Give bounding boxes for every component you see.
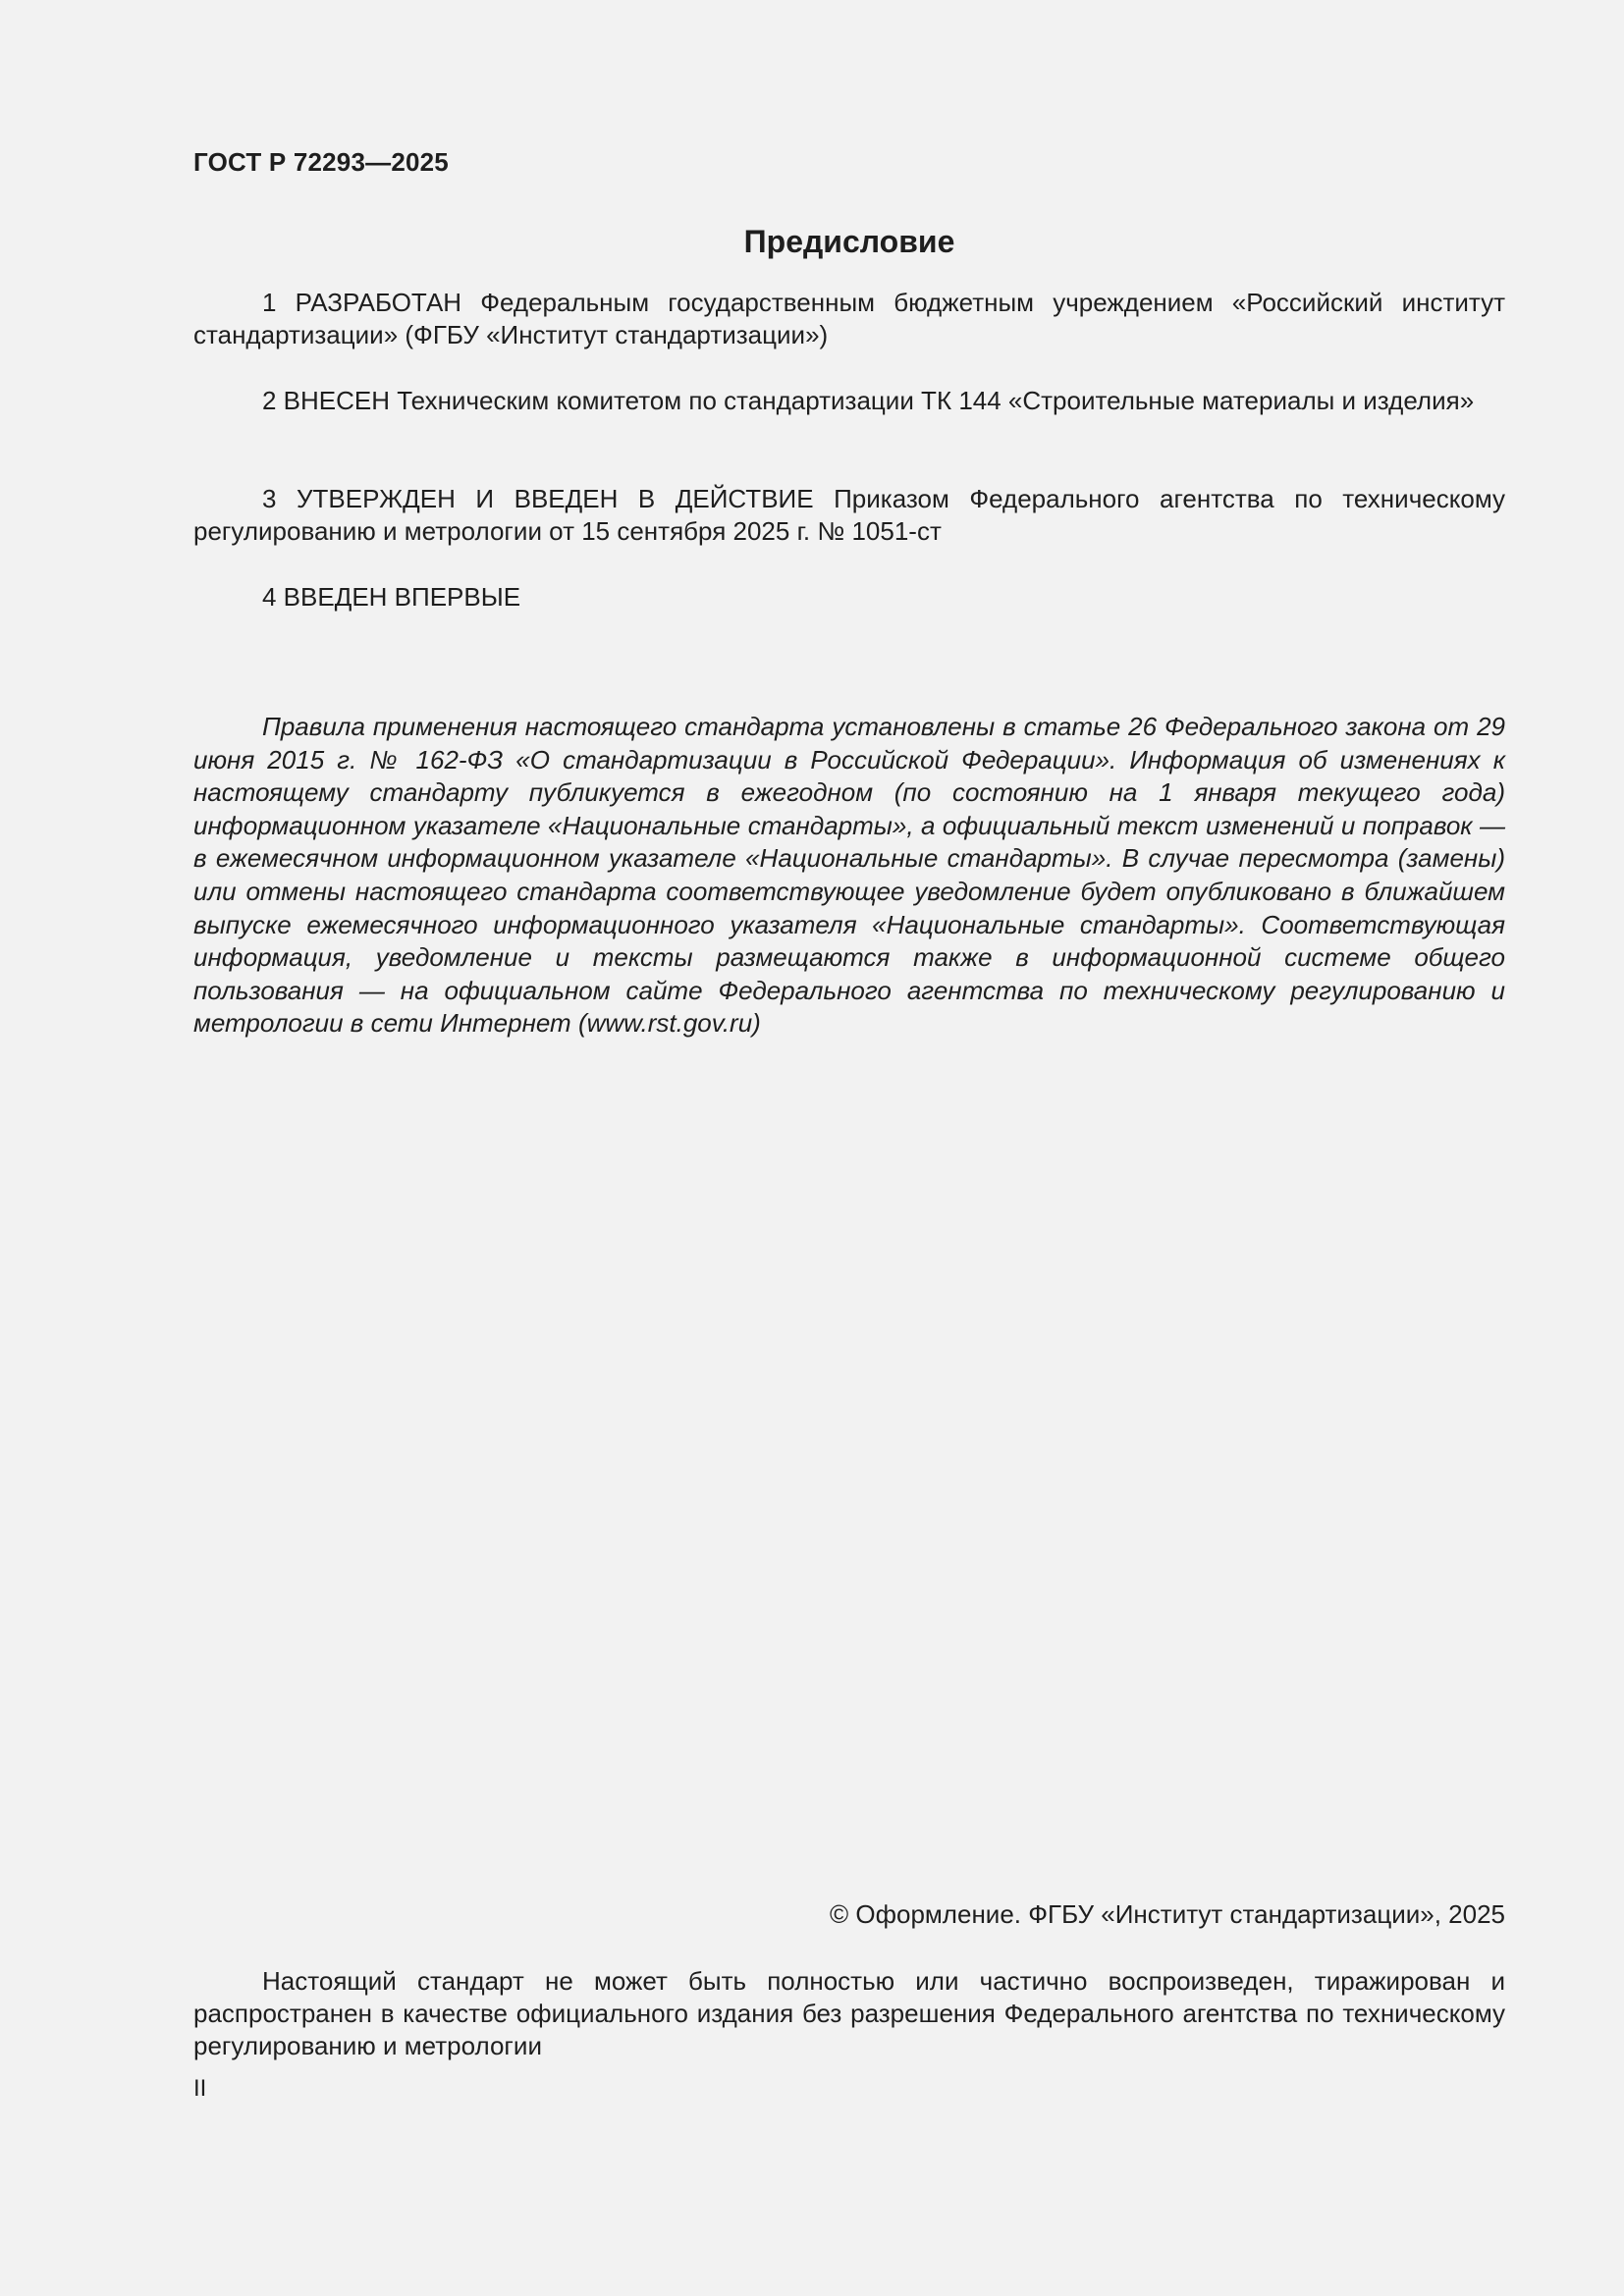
- preface-item-introduced: 4 ВВЕДЕН ВПЕРВЫЕ: [262, 582, 521, 612]
- copyright-line: © Оформление. ФГБУ «Институт стандартизации», 2025: [830, 1899, 1505, 1929]
- preface-item-developed: 1 РАЗРАБОТАН Федеральным государственным бюджетным учреждением «Российский институт стандартизации» (ФГБУ «Институт стандартизации»): [193, 288, 1505, 349]
- page-number: II: [193, 2075, 207, 2102]
- document-code: ГОСТ Р 72293—2025: [193, 147, 449, 177]
- application-rules-notice: Правила применения настоящего стандарта установлены в статье 26 Федерального закона от 29 июня 2015 г. № 162-ФЗ «О стандартизации в Российской Федерации». Информация об изменениях к настоящему стандарту публикуется в ежегодном (по состоянию на 1 января текущего года) информационном указателе «Национальные стандарты», а официальный текст изменений и поправок — в ежемесячном информационном указателе «Национальные стандарты». В случае пересмотра (замены) или отмены настоящего стандарта соответствующее уведомление будет опубликовано в ближайшем выпуске ежемесячного информационного указателя «Национальные стандарты». Соответствующая информация, уведомление и тексты размещаются также в информационной системе общего пользования — на официальном сайте Федерального агентства по техническому регулированию и метрологии в сети Интернет (www.rst.gov.ru): [193, 712, 1505, 1039]
- reproduction-notice: Настоящий стандарт не может быть полностью или частично воспроизведен, тиражирован и распространен в качестве официального издания без разрешения Федерального агентства по техническому регулированию и метрологии: [193, 1966, 1505, 2060]
- document-page: [193, 0, 1505, 2296]
- preface-item-approved: 3 УТВЕРЖДЕН И ВВЕДЕН В ДЕЙСТВИЕ Приказом Федерального агентства по техническому регулированию и метрологии от 15 сентября 2025 г. № 1051-ст: [193, 484, 1505, 546]
- preface-title: Предисловие: [743, 224, 955, 259]
- preface-item-submitted: 2 ВНЕСЕН Техническим комитетом по стандартизации ТК 144 «Строительные материалы и изделия»: [262, 386, 1475, 415]
